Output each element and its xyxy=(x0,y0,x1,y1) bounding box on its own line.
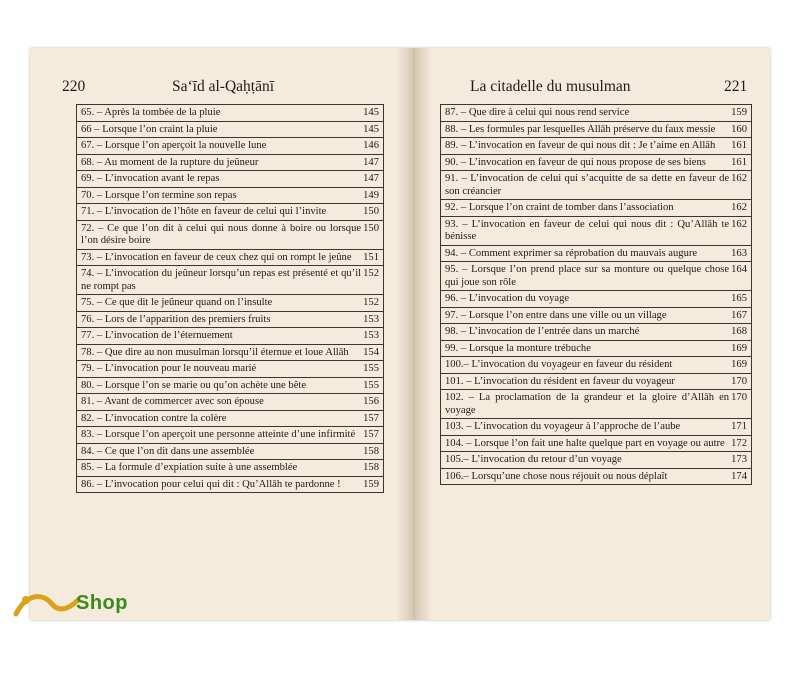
entry-page-number: 147 xyxy=(363,156,379,168)
contents-entry xyxy=(441,452,751,469)
entry-title: 70. – Lorsque l’on termine son repas xyxy=(81,189,237,201)
entry-page-number: 150 xyxy=(363,222,379,234)
contents-entry xyxy=(77,266,383,295)
right-running-title: La citadelle du musulman xyxy=(470,78,631,95)
entry-title: 73. – L’invocation en faveur de ceux chez qui on rompt le jeûne xyxy=(81,251,352,263)
contents-entry xyxy=(441,122,751,139)
entry-page-number: 174 xyxy=(731,470,747,482)
right-page-number: 221 xyxy=(724,78,748,95)
left-contents-list xyxy=(76,104,384,493)
entry-title: 106.– Lorsqu’une chose nous réjouit ou nous déplaît xyxy=(445,470,668,482)
entry-page-number: 161 xyxy=(731,156,747,168)
contents-entry xyxy=(441,390,751,419)
entry-page-number: 165 xyxy=(731,293,747,304)
contents-entry xyxy=(441,291,751,308)
entry-title: 83. – Lorsque l’on aperçoit une personne atteinte d’une infirmité xyxy=(81,429,356,440)
entry-title: 76. – Lors de l’apparition des premiers fruits xyxy=(81,313,271,325)
book-gutter xyxy=(396,48,432,620)
entry-title: 88. – Les formules par lesquelles Allāh préserve du faux messie xyxy=(445,123,716,135)
contents-entry xyxy=(77,188,383,205)
entry-title: 80. – Lorsque l’on se marie ou qu’on achète une bête xyxy=(81,379,307,391)
contents-entry xyxy=(77,312,383,329)
entry-page-number: 161 xyxy=(731,140,747,151)
entry-page-number: 145 xyxy=(363,107,379,118)
contents-entry xyxy=(441,138,751,155)
contents-entry xyxy=(77,361,383,378)
entry-page-number: 150 xyxy=(363,206,379,217)
contents-entry xyxy=(441,357,751,374)
entry-title: 102. – La proclamation de la grandeur et la gloire d’Allāh en voyage xyxy=(445,392,730,416)
entry-page-number: 145 xyxy=(363,123,379,135)
entry-title: 81. – Avant de commercer avec son épouse xyxy=(81,396,264,407)
entry-title: 67. – Lorsque l’on aperçoit la nouvelle lune xyxy=(81,140,267,151)
entry-page-number: 155 xyxy=(363,363,379,374)
entry-page-number: 173 xyxy=(731,454,747,465)
contents-entry xyxy=(77,411,383,428)
entry-title: 92. – Lorsque l’on craint de tomber dans l’association xyxy=(445,202,674,213)
entry-page-number: 162 xyxy=(731,218,747,230)
entry-title: 78. – Que dire au non musulman lorsqu’il éternue et loue Allāh xyxy=(81,346,349,358)
entry-title: 86. – L’invocation pour celui qui dit : Qu’Allāh te pardonne ! xyxy=(81,478,341,490)
entry-page-number: 149 xyxy=(363,189,379,201)
contents-entry xyxy=(77,295,383,312)
entry-title: 75. – Ce que dit le jeûneur quand on l’insulte xyxy=(81,297,273,308)
entry-page-number: 152 xyxy=(363,297,379,308)
entry-page-number: 163 xyxy=(731,247,747,259)
entry-title: 71. – L’invocation de l’hôte en faveur de celui qui l’invite xyxy=(81,206,327,217)
contents-entry xyxy=(77,221,383,250)
contents-entry xyxy=(441,324,751,341)
entry-page-number: 170 xyxy=(731,392,747,403)
entry-page-number: 164 xyxy=(731,264,747,275)
entry-page-number: 172 xyxy=(731,437,747,449)
contents-entry xyxy=(441,217,751,246)
shop-logo xyxy=(12,586,172,626)
entry-page-number: 171 xyxy=(731,421,747,432)
entry-title: 105.– L’invocation du retour d’un voyage xyxy=(445,454,622,465)
entry-page-number: 152 xyxy=(363,268,379,279)
contents-entry xyxy=(77,105,383,122)
contents-entry xyxy=(441,155,751,172)
entry-title: 104. – Lorsque l’on fait une halte quelque part en voyage ou autre xyxy=(445,437,725,449)
contents-entry xyxy=(77,394,383,411)
entry-title: 101. – L’invocation du résident en faveur du voyageur xyxy=(445,375,675,387)
contents-entry xyxy=(77,250,383,267)
left-page xyxy=(30,48,400,620)
contents-entry xyxy=(441,341,751,358)
entry-title: 74. – L’invocation du jeûneur lorsqu’un repas est présenté et qu’il ne rompt pas xyxy=(81,268,362,292)
contents-entry xyxy=(441,262,751,291)
contents-entry xyxy=(441,436,751,453)
contents-entry xyxy=(77,444,383,461)
entry-page-number: 160 xyxy=(731,123,747,135)
entry-page-number: 153 xyxy=(363,313,379,325)
contents-entry xyxy=(441,419,751,436)
contents-entry xyxy=(441,246,751,263)
contents-entry xyxy=(77,378,383,395)
contents-entry xyxy=(441,308,751,325)
right-page xyxy=(430,48,770,620)
entry-title: 72. – Ce que l’on dit à celui qui nous donne à boire ou lorsque l’on désire boire xyxy=(81,222,362,246)
entry-page-number: 159 xyxy=(363,478,379,490)
contents-entry xyxy=(441,374,751,391)
entry-title: 91. – L’invocation de celui qui s’acquitte de sa dette en faveur de son créancier xyxy=(445,173,730,197)
entry-page-number: 169 xyxy=(731,342,747,354)
open-book xyxy=(30,48,770,620)
contents-entry xyxy=(441,200,751,217)
entry-title: 90. – L’invocation en faveur de qui nous propose de ses biens xyxy=(445,156,706,168)
logo-text: Shop xyxy=(76,592,128,614)
contents-entry xyxy=(77,328,383,345)
entry-title: 98. – L’invocation de l’entrée dans un marché xyxy=(445,326,640,337)
entry-title: 79. – L’invocation pour le nouveau marié xyxy=(81,363,257,374)
entry-page-number: 151 xyxy=(363,251,379,263)
entry-title: 103. – L’invocation du voyageur à l’approche de l’aube xyxy=(445,421,681,432)
entry-page-number: 170 xyxy=(731,375,747,387)
entry-page-number: 154 xyxy=(363,346,379,358)
contents-entry xyxy=(77,171,383,188)
entry-page-number: 153 xyxy=(363,330,379,341)
entry-title: 100.– L’invocation du voyageur en faveur du résident xyxy=(445,359,673,370)
entry-page-number: 169 xyxy=(731,359,747,370)
contents-entry xyxy=(77,477,383,493)
entry-page-number: 167 xyxy=(731,309,747,321)
left-running-title: Sa‘īd al-Qaḥṭānī xyxy=(172,78,275,95)
contents-entry xyxy=(77,204,383,221)
entry-title: 89. – L’invocation en faveur de qui nous dit : Je t’aime en Allāh xyxy=(445,140,716,151)
entry-page-number: 158 xyxy=(363,445,379,457)
entry-page-number: 146 xyxy=(363,140,379,151)
entry-page-number: 158 xyxy=(363,462,379,473)
entry-page-number: 147 xyxy=(363,173,379,184)
left-page-number: 220 xyxy=(62,78,86,95)
contents-entry xyxy=(77,122,383,139)
contents-entry xyxy=(77,345,383,362)
entry-title: 69. – L’invocation avant le repas xyxy=(81,173,220,184)
entry-title: 85. – La formule d’expiation suite à une assemblée xyxy=(81,462,298,473)
right-contents-list xyxy=(440,104,752,485)
entry-page-number: 155 xyxy=(363,379,379,391)
contents-entry xyxy=(441,469,751,485)
entry-title: 95. – Lorsque l’on prend place sur sa monture ou quelque chose qui joue son rôle xyxy=(445,264,730,288)
entry-title: 77. – L’invocation de l’éternuement xyxy=(81,330,233,341)
entry-title: 68. – Au moment de la rupture du jeûneur xyxy=(81,156,259,168)
entry-page-number: 168 xyxy=(731,326,747,337)
contents-entry xyxy=(441,171,751,200)
entry-page-number: 159 xyxy=(731,107,747,118)
entry-title: 87. – Que dire à celui qui nous rend service xyxy=(445,107,630,118)
entry-title: 99. – Lorsque la monture trébuche xyxy=(445,342,591,354)
entry-page-number: 162 xyxy=(731,202,747,213)
entry-title: 66 – Lorsque l’on craint la pluie xyxy=(81,123,218,135)
contents-entry xyxy=(77,138,383,155)
entry-title: 93. – L’invocation en faveur de celui qui nous dit : Qu’Allāh te bénisse xyxy=(445,218,730,242)
entry-title: 94. – Comment exprimer sa réprobation du mauvais augure xyxy=(445,247,698,259)
entry-page-number: 156 xyxy=(363,396,379,407)
entry-title: 96. – L’invocation du voyage xyxy=(445,293,570,304)
entry-title: 97. – Lorsque l’on entre dans une ville ou un village xyxy=(445,309,667,321)
entry-page-number: 157 xyxy=(363,429,379,440)
contents-entry xyxy=(441,105,751,122)
entry-title: 82. – L’invocation contre la colère xyxy=(81,412,227,424)
contents-entry xyxy=(77,427,383,444)
entry-page-number: 162 xyxy=(731,173,747,184)
contents-entry xyxy=(77,155,383,172)
entry-page-number: 157 xyxy=(363,412,379,424)
entry-title: 84. – Ce que l’on dit dans une assemblée xyxy=(81,445,255,457)
entry-title: 65. – Après la tombée de la pluie xyxy=(81,107,221,118)
contents-entry xyxy=(77,460,383,477)
